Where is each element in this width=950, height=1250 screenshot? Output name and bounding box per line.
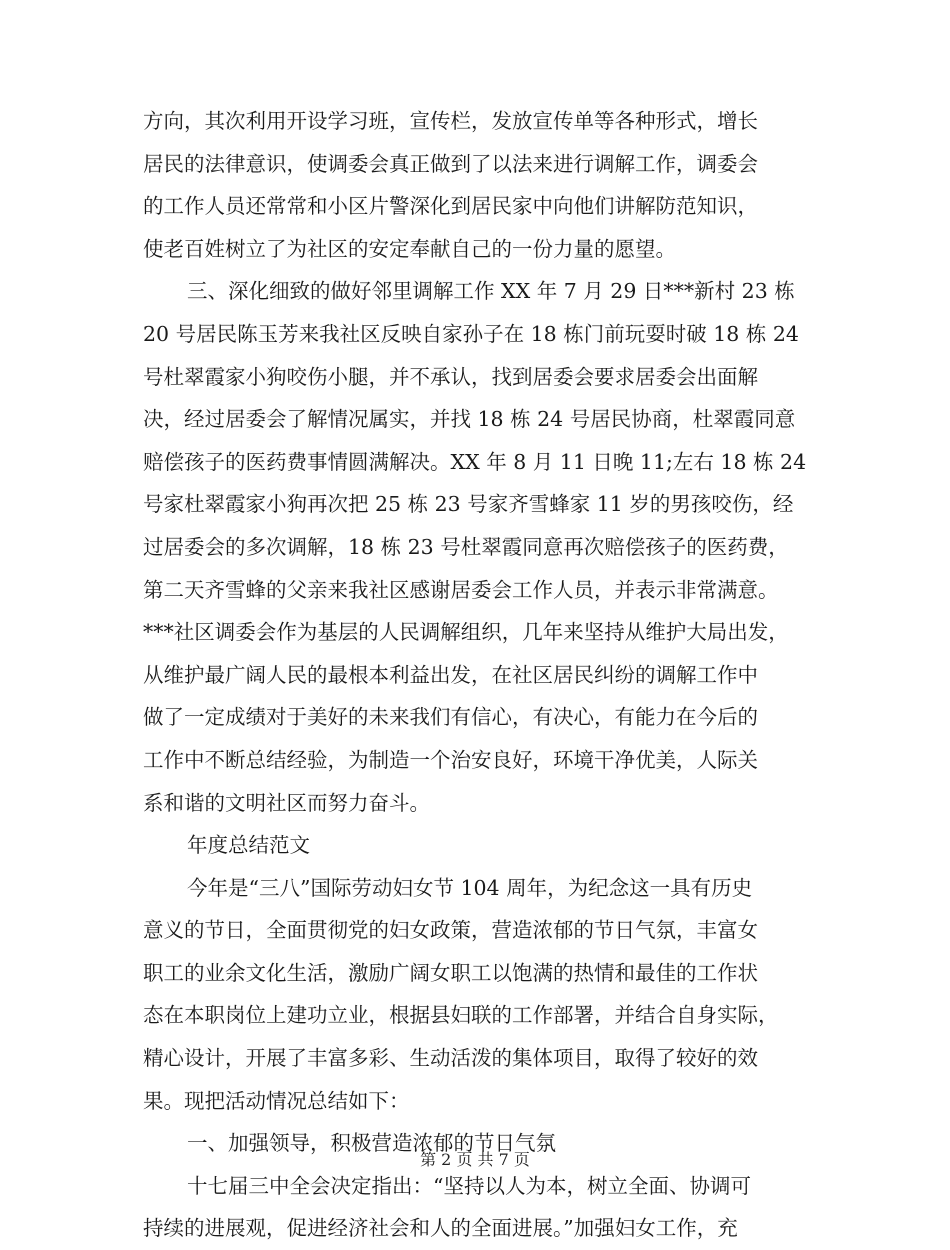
text-line: 号家杜翠霞家小狗再次把 25 栋 23 号家齐雪蜂家 11 岁的男孩咬伤，经 <box>143 492 794 517</box>
text-line: 20 号居民陈玉芳来我社区反映自家孙子在 18 栋门前玩耍时破 18 栋 24 <box>143 321 799 346</box>
text-line: 过居委会的多次调解，18 栋 23 号杜翠霞同意再次赔偿孩子的医药费， <box>143 534 789 559</box>
text-line: 号杜翠霞家小狗咬伤小腿，并不承认，找到居委会要求居委会出面解 <box>143 364 758 389</box>
text-line: 使老百姓树立了为社区的安定奉献自己的一份力量的愿望。 <box>143 236 676 261</box>
text-line: 赔偿孩子的医药费事情圆满解决。XX 年 8 月 11 日晚 11;左右 18 栋 24 <box>143 449 807 474</box>
page-footer: 第 2 页 共 7 页 <box>420 1150 530 1169</box>
text-line: 的工作人员还常常和小区片警深化到居民家中向他们讲解防范知识， <box>143 194 758 219</box>
section-heading-line: 一、加强领导，积极营造浓郁的节日气氛 <box>187 1131 556 1156</box>
text-line: ***社区调委会作为基层的人民调解组织，几年来坚持从维护大局出发， <box>143 620 789 645</box>
text-line: 居民的法律意识，使调委会真正做到了以法来进行调解工作，调委会 <box>143 151 758 176</box>
text-line: 从维护最广阔人民的最根本利益出发，在社区居民纠纷的调解工作中 <box>143 662 758 687</box>
text-line: 精心设计，开展了丰富多彩、生动活泼的集体项目，取得了较好的效 <box>143 1046 758 1071</box>
text-line: 意义的节日，全面贯彻党的妇女政策，营造浓郁的节日气氛，丰富女 <box>143 918 758 943</box>
text-line: 果。现把活动情况总结如下： <box>143 1088 410 1113</box>
section-heading-line: 三、深化细致的做好邻里调解工作 XX 年 7 月 29 日***新村 23 栋 <box>187 279 795 304</box>
text-line: 工作中不断总结经验，为制造一个治安良好，环境干净优美，人际关 <box>143 747 758 772</box>
text-line: 做了一定成绩对于美好的未来我们有信心，有决心，有能力在今后的 <box>143 705 758 730</box>
document-subtitle: 年度总结范文 <box>187 833 310 858</box>
text-line: 方向，其次利用开设学习班，宣传栏，发放宣传单等各种形式，增长 <box>143 109 758 133</box>
text-line: 系和谐的文明社区而努力奋斗。 <box>143 790 430 815</box>
text-line: 职工的业余文化生活，激励广阔女职工以饱满的热情和最佳的工作状 <box>143 960 758 985</box>
text-line: 决，经过居委会了解情况属实，并找 18 栋 24 号居民协商，杜翠霞同意 <box>143 407 796 432</box>
text-line: 今年是“三八”国际劳动妇女节 104 周年，为纪念这一具有历史 <box>187 875 753 900</box>
text-line: 态在本职岗位上建功立业，根据县妇联的工作部署，并结合自身实际， <box>143 1003 779 1028</box>
text-line: 持续的进展观，促进经济社会和人的全面进展。”加强妇女工作，充 <box>143 1216 738 1241</box>
text-line: 十七届三中全会决定指出：“坚持以人为本，树立全面、协调可 <box>187 1173 751 1198</box>
document-body <box>143 100 815 1250</box>
text-line: 第二天齐雪蜂的父亲来我社区感谢居委会工作人员，并表示非常满意。 <box>143 577 779 602</box>
